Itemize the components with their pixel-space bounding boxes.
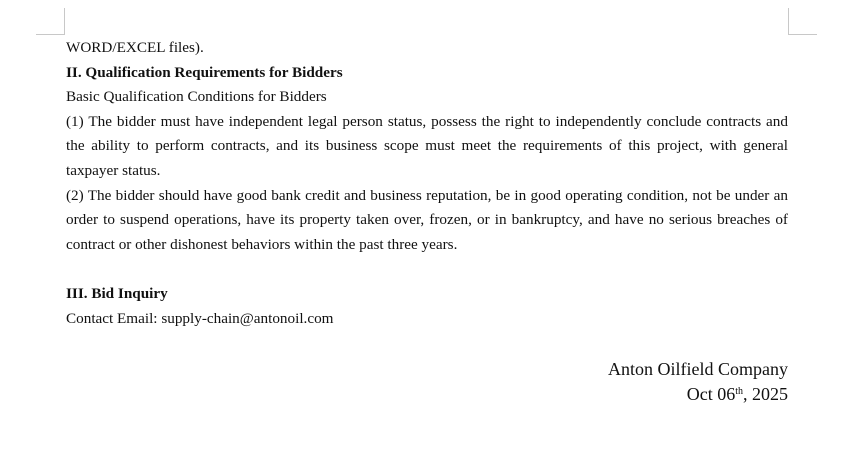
signature-date: [608, 382, 788, 407]
lead-fragment: WORD/EXCEL files).: [66, 39, 204, 56]
section-2-subheading: Basic Qualification Conditions for Bidders: [66, 88, 327, 106]
crop-mark-top-left: [36, 8, 65, 35]
date-year: , 2025: [743, 384, 788, 404]
qualification-item-2: (2) The bidder should have good bank credit and business reputation, be in good operating condition, not be under an order to suspend operations, have its property taken over, frozen, or in bankruptcy, and have no serious breaches of contract or other dishonest behaviors within the past three years.: [66, 186, 788, 253]
paragraph-spacer: [66, 257, 788, 282]
crop-mark-top-right: [788, 8, 817, 35]
section-2-heading: II. Qualification Requirements for Bidders: [66, 63, 343, 81]
signature-block: [608, 357, 788, 407]
contact-email: Contact Email: supply-chain@antonoil.com: [66, 309, 334, 327]
section-3-heading: III. Bid Inquiry: [66, 285, 168, 303]
date-month-day: Oct 06: [686, 384, 736, 404]
qualification-item-1: (1) The bidder must have independent legal person status, possess the right to independently conclude contracts and the ability to perform contracts, and its business scope must meet the requirements of this project, with general taxpayer status.: [66, 112, 788, 179]
document-body: [66, 36, 788, 332]
date-ordinal-suffix: th: [735, 386, 743, 397]
company-name: Anton Oilfield Company: [608, 359, 788, 379]
